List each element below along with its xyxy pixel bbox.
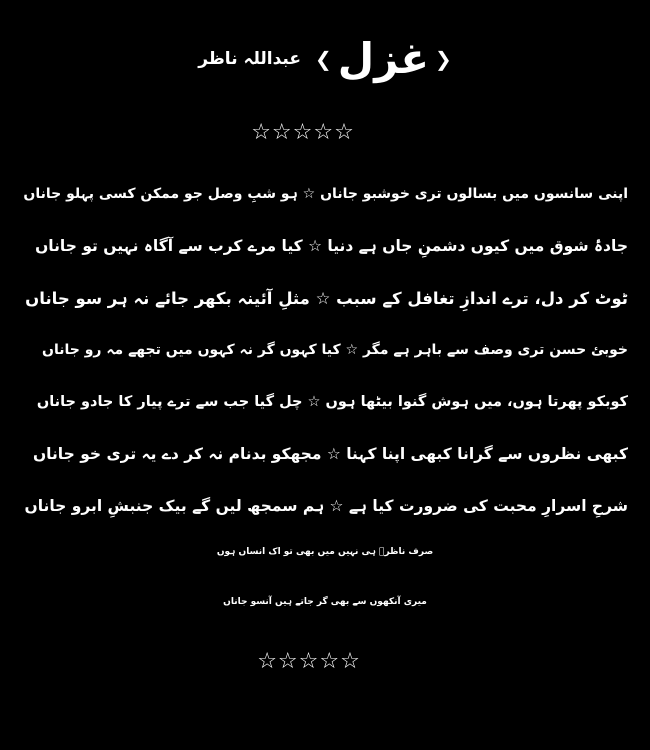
header	[0, 34, 650, 83]
verse-line: اپنی سانسوں میں بسالوں تری خوشبو جاناں ☆ ہو شبِ وصل جو ممکن کسی پہلو جاناں	[23, 186, 628, 202]
verse-line: شرحِ اسرارِ محبت کی ضرورت کیا ہے ☆ ہم سمجھ لیں گے بیک جنبشِ ابرو جاناں	[24, 497, 628, 515]
verse-line: ٹوٹ کر دل، ترے اندازِ تغافل کے سبب ☆ مثلِ آئینہ بکھر جائے نہ ہر سو جاناں	[25, 288, 628, 308]
verse-line: جادۂ شوق میں کیوں دشمنِ جاں ہے دنیا ☆ کیا مرے کرب سے آگاہ نہیں تو جاناں	[35, 237, 628, 255]
closing-line-2: میری آنکھوں سے بھی گر جاتے ہیں آنسو جاناں	[223, 597, 427, 607]
verse-line: خوبئ حسن تری وصف سے باہر ہے مگر ☆ کیا کہوں گر نہ کہوں میں تجھے مہ رو جاناں	[42, 342, 628, 358]
ornament-open-icon: ❮	[435, 47, 452, 71]
verse-line: کبھی نظروں سے گرانا کبھی اپنا کہنا ☆ مجھکو بدنام نہ کر دے یہ تری خو جاناں	[32, 445, 628, 463]
title-group	[314, 34, 452, 83]
page-title: غزل	[337, 34, 430, 83]
closing-line-1: صرف ناظرؔ ہی نہیں میں بھی تو اک انساں ہوں	[216, 547, 434, 557]
stars-divider-top: ☆☆☆☆☆	[251, 120, 355, 145]
ornament-close-icon: ❯	[314, 47, 332, 71]
verse-list	[22, 168, 628, 532]
verse-line: کوبکو پھرتا ہوں، میں ہوش گنوا بیٹھا ہوں ☆ چل گیا جب سے ترے پیار کا جادو جاناں	[36, 394, 628, 410]
poet-name: عبداللہ ناظر	[198, 48, 301, 69]
stars-divider-bottom: ☆☆☆☆☆	[257, 649, 361, 674]
